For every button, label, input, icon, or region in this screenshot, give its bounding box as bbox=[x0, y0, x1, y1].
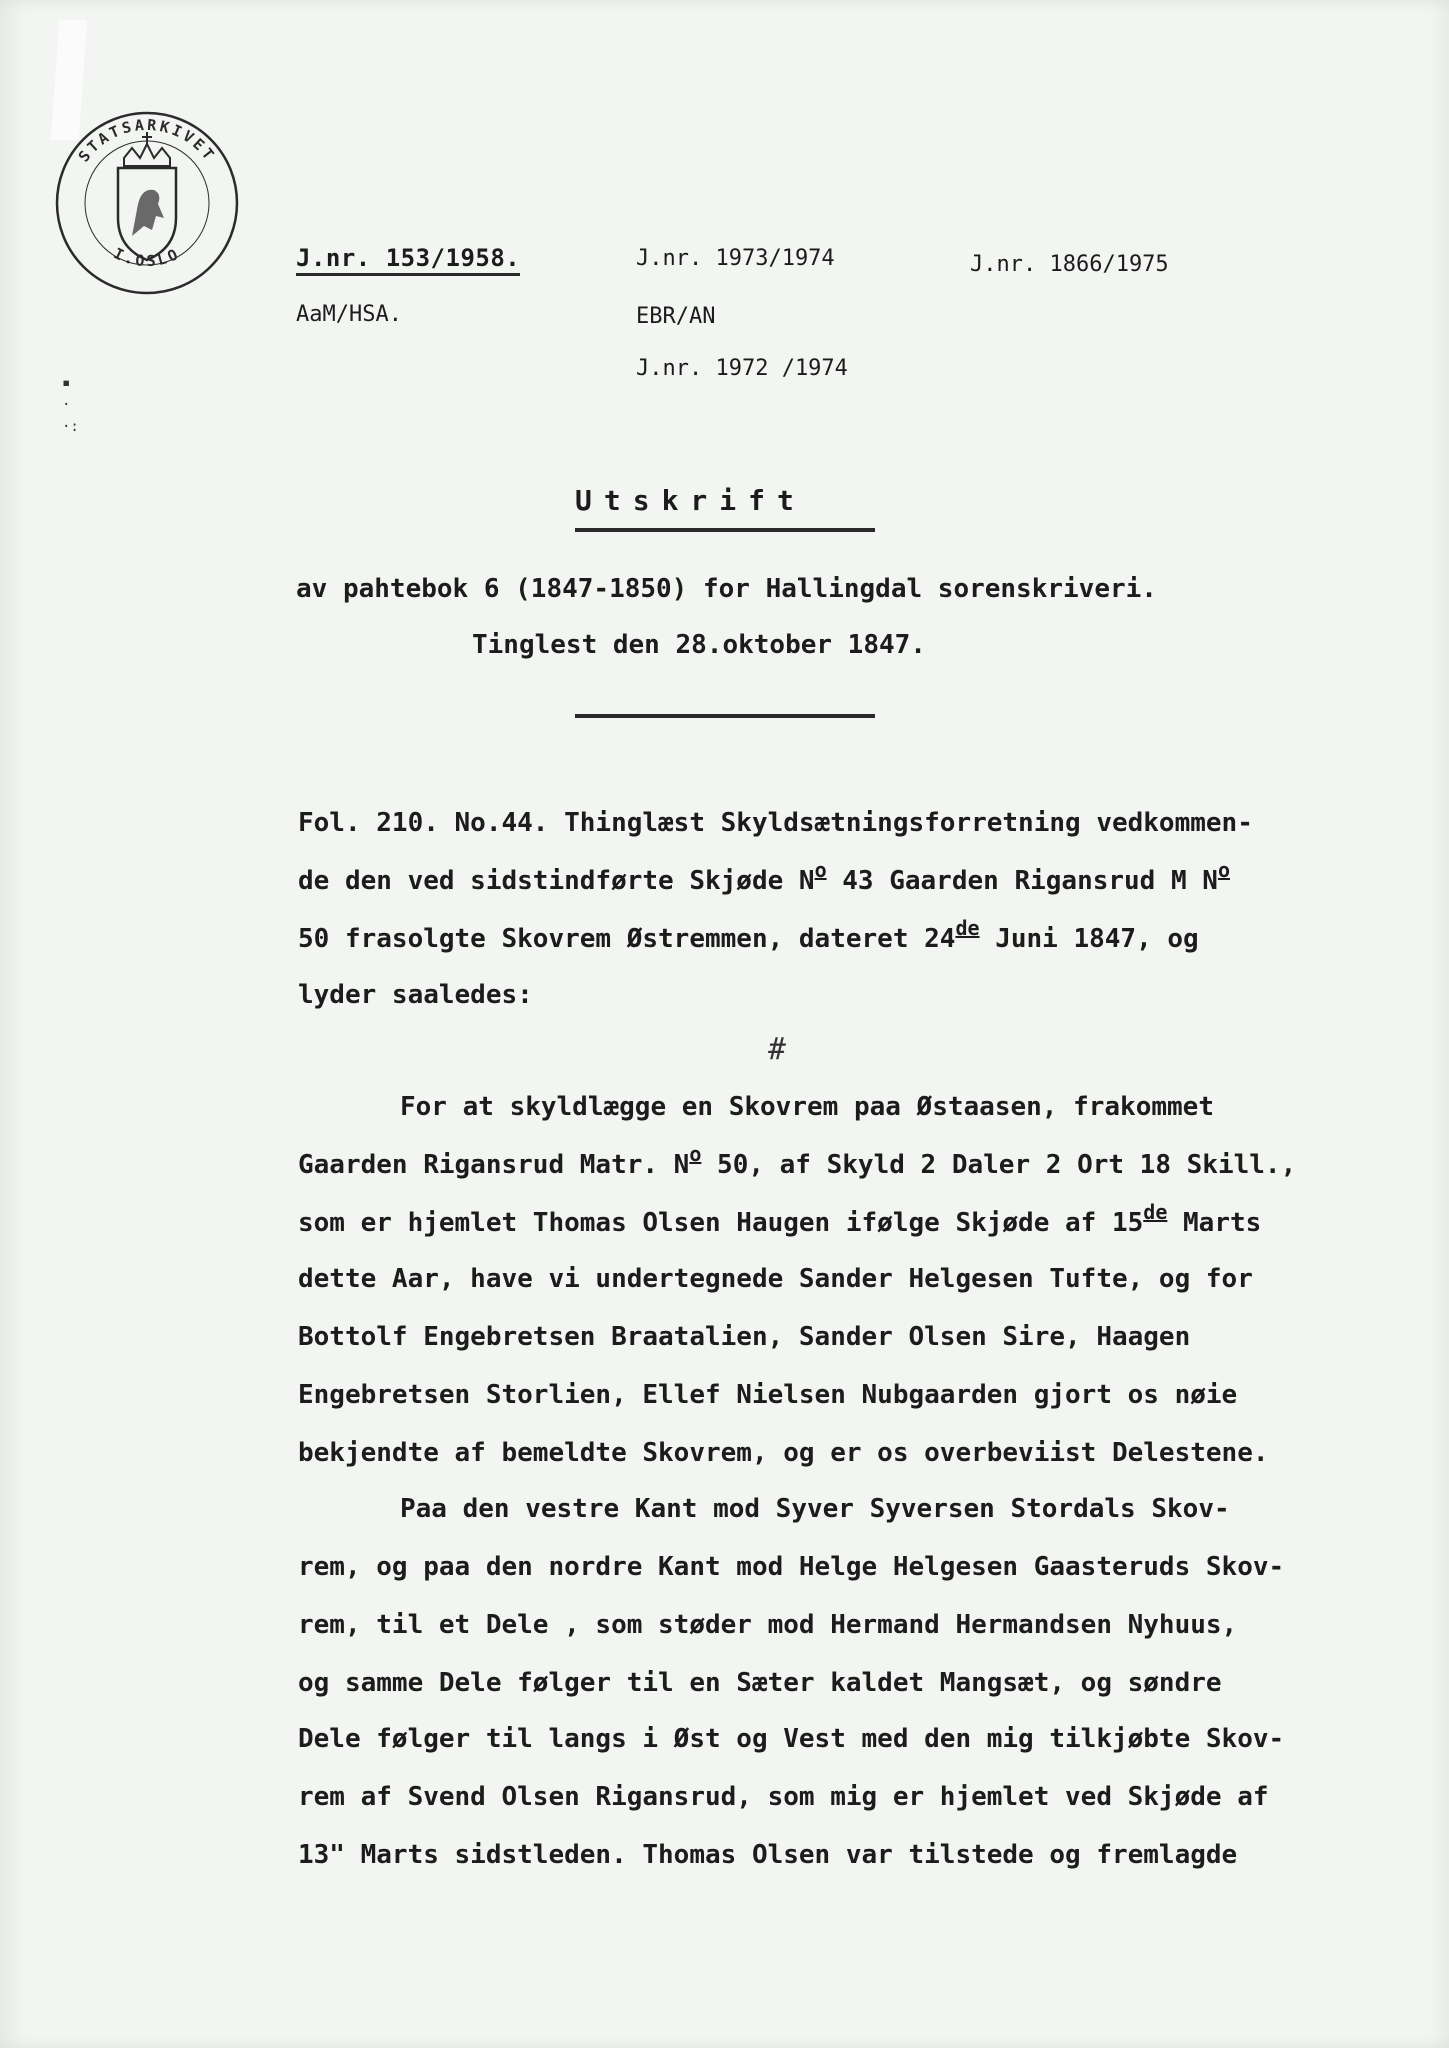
body-line: rem, til et Dele , som støder mod Hermand Hermandsen Nyhuus, bbox=[298, 1610, 1238, 1640]
title-underline bbox=[575, 528, 875, 532]
body-line: Paa den vestre Kant mod Syver Syversen Stordals Skov- bbox=[400, 1494, 1230, 1524]
archive-seal-icon bbox=[52, 108, 242, 298]
journal-number-main: J.nr. 153/1958. bbox=[296, 244, 520, 276]
journal-number-4: J.nr. 1866/1975 bbox=[970, 252, 1169, 277]
body-line: de den ved sidstindførte Skjøde $N^o$ 43 Gaarden Rigansrud M $N^o$ bbox=[298, 858, 1230, 896]
section-divider bbox=[575, 714, 875, 718]
body-line: Gaarden Rigansrud Matr. $N^o$ 50, af Skyld 2 Daler 2 Ort 18 Skill., bbox=[298, 1142, 1297, 1180]
body-line: Bottolf Engebretsen Braatalien, Sander Olsen Sire, Haagen bbox=[298, 1322, 1191, 1352]
margin-marks: ▪ · ·: bbox=[62, 375, 79, 435]
journal-number-3: J.nr. 1972 /1974 bbox=[636, 356, 848, 381]
body-line: som er hjemlet Thomas Olsen Haugen ifølge Skjøde af 15de Marts bbox=[298, 1200, 1262, 1238]
body-line: rem af Svend Olsen Rigansrud, som mig er hjemlet ved Skjøde af bbox=[298, 1782, 1269, 1812]
body-line: 13" Marts sidstleden. Thomas Olsen var tilstede og fremlagde bbox=[298, 1840, 1238, 1870]
body-line: dette Aar, have vi undertegnede Sander Helgesen Tufte, og for bbox=[298, 1264, 1253, 1294]
margin-hash-mark: # bbox=[768, 1032, 787, 1067]
body-line: bekjendte af bemeldte Skovrem, og er os overbeviist Delestene. bbox=[298, 1438, 1269, 1468]
subtitle-line-2: Tinglest den 28.oktober 1847. bbox=[472, 630, 926, 660]
body-line: Dele følger til langs i Øst og Vest med den mig tilkjøbte Skov- bbox=[298, 1724, 1285, 1754]
body-line: Engebretsen Storlien, Ellef Nielsen Nubgaarden gjort os nøie bbox=[298, 1380, 1238, 1410]
subtitle-line-1: av pahtebok 6 (1847-1850) for Hallingdal sorenskriveri. bbox=[296, 574, 1157, 604]
page-title: Utskrift bbox=[575, 484, 806, 517]
initials-2: EBR/AN bbox=[636, 304, 716, 329]
body-line: 50 frasolgte Skovrem Østremmen, dateret 24de Juni 1847, og bbox=[298, 916, 1199, 954]
seal-text-bottom: I.OSLO bbox=[110, 244, 184, 271]
body-line: rem, og paa den nordre Kant mod Helge Helgesen Gaasteruds Skov- bbox=[298, 1552, 1285, 1582]
journal-number-2: J.nr. 1973/1974 bbox=[636, 246, 835, 271]
svg-text:I.OSLO bbox=[111, 244, 184, 270]
seal-text-top: STATSARKIVET bbox=[74, 115, 220, 166]
initials-main: AaM/HSA. bbox=[296, 302, 402, 327]
body-line: For at skyldlægge en Skovrem paa Østaasen, frakommet bbox=[400, 1092, 1214, 1122]
body-line: og samme Dele følger til en Sæter kaldet Mangsæt, og søndre bbox=[298, 1668, 1222, 1698]
body-line: lyder saaledes: bbox=[298, 980, 533, 1010]
body-line: Fol. 210. No.44. Thinglæst Skyldsætningsforretning vedkommen- bbox=[298, 808, 1253, 838]
